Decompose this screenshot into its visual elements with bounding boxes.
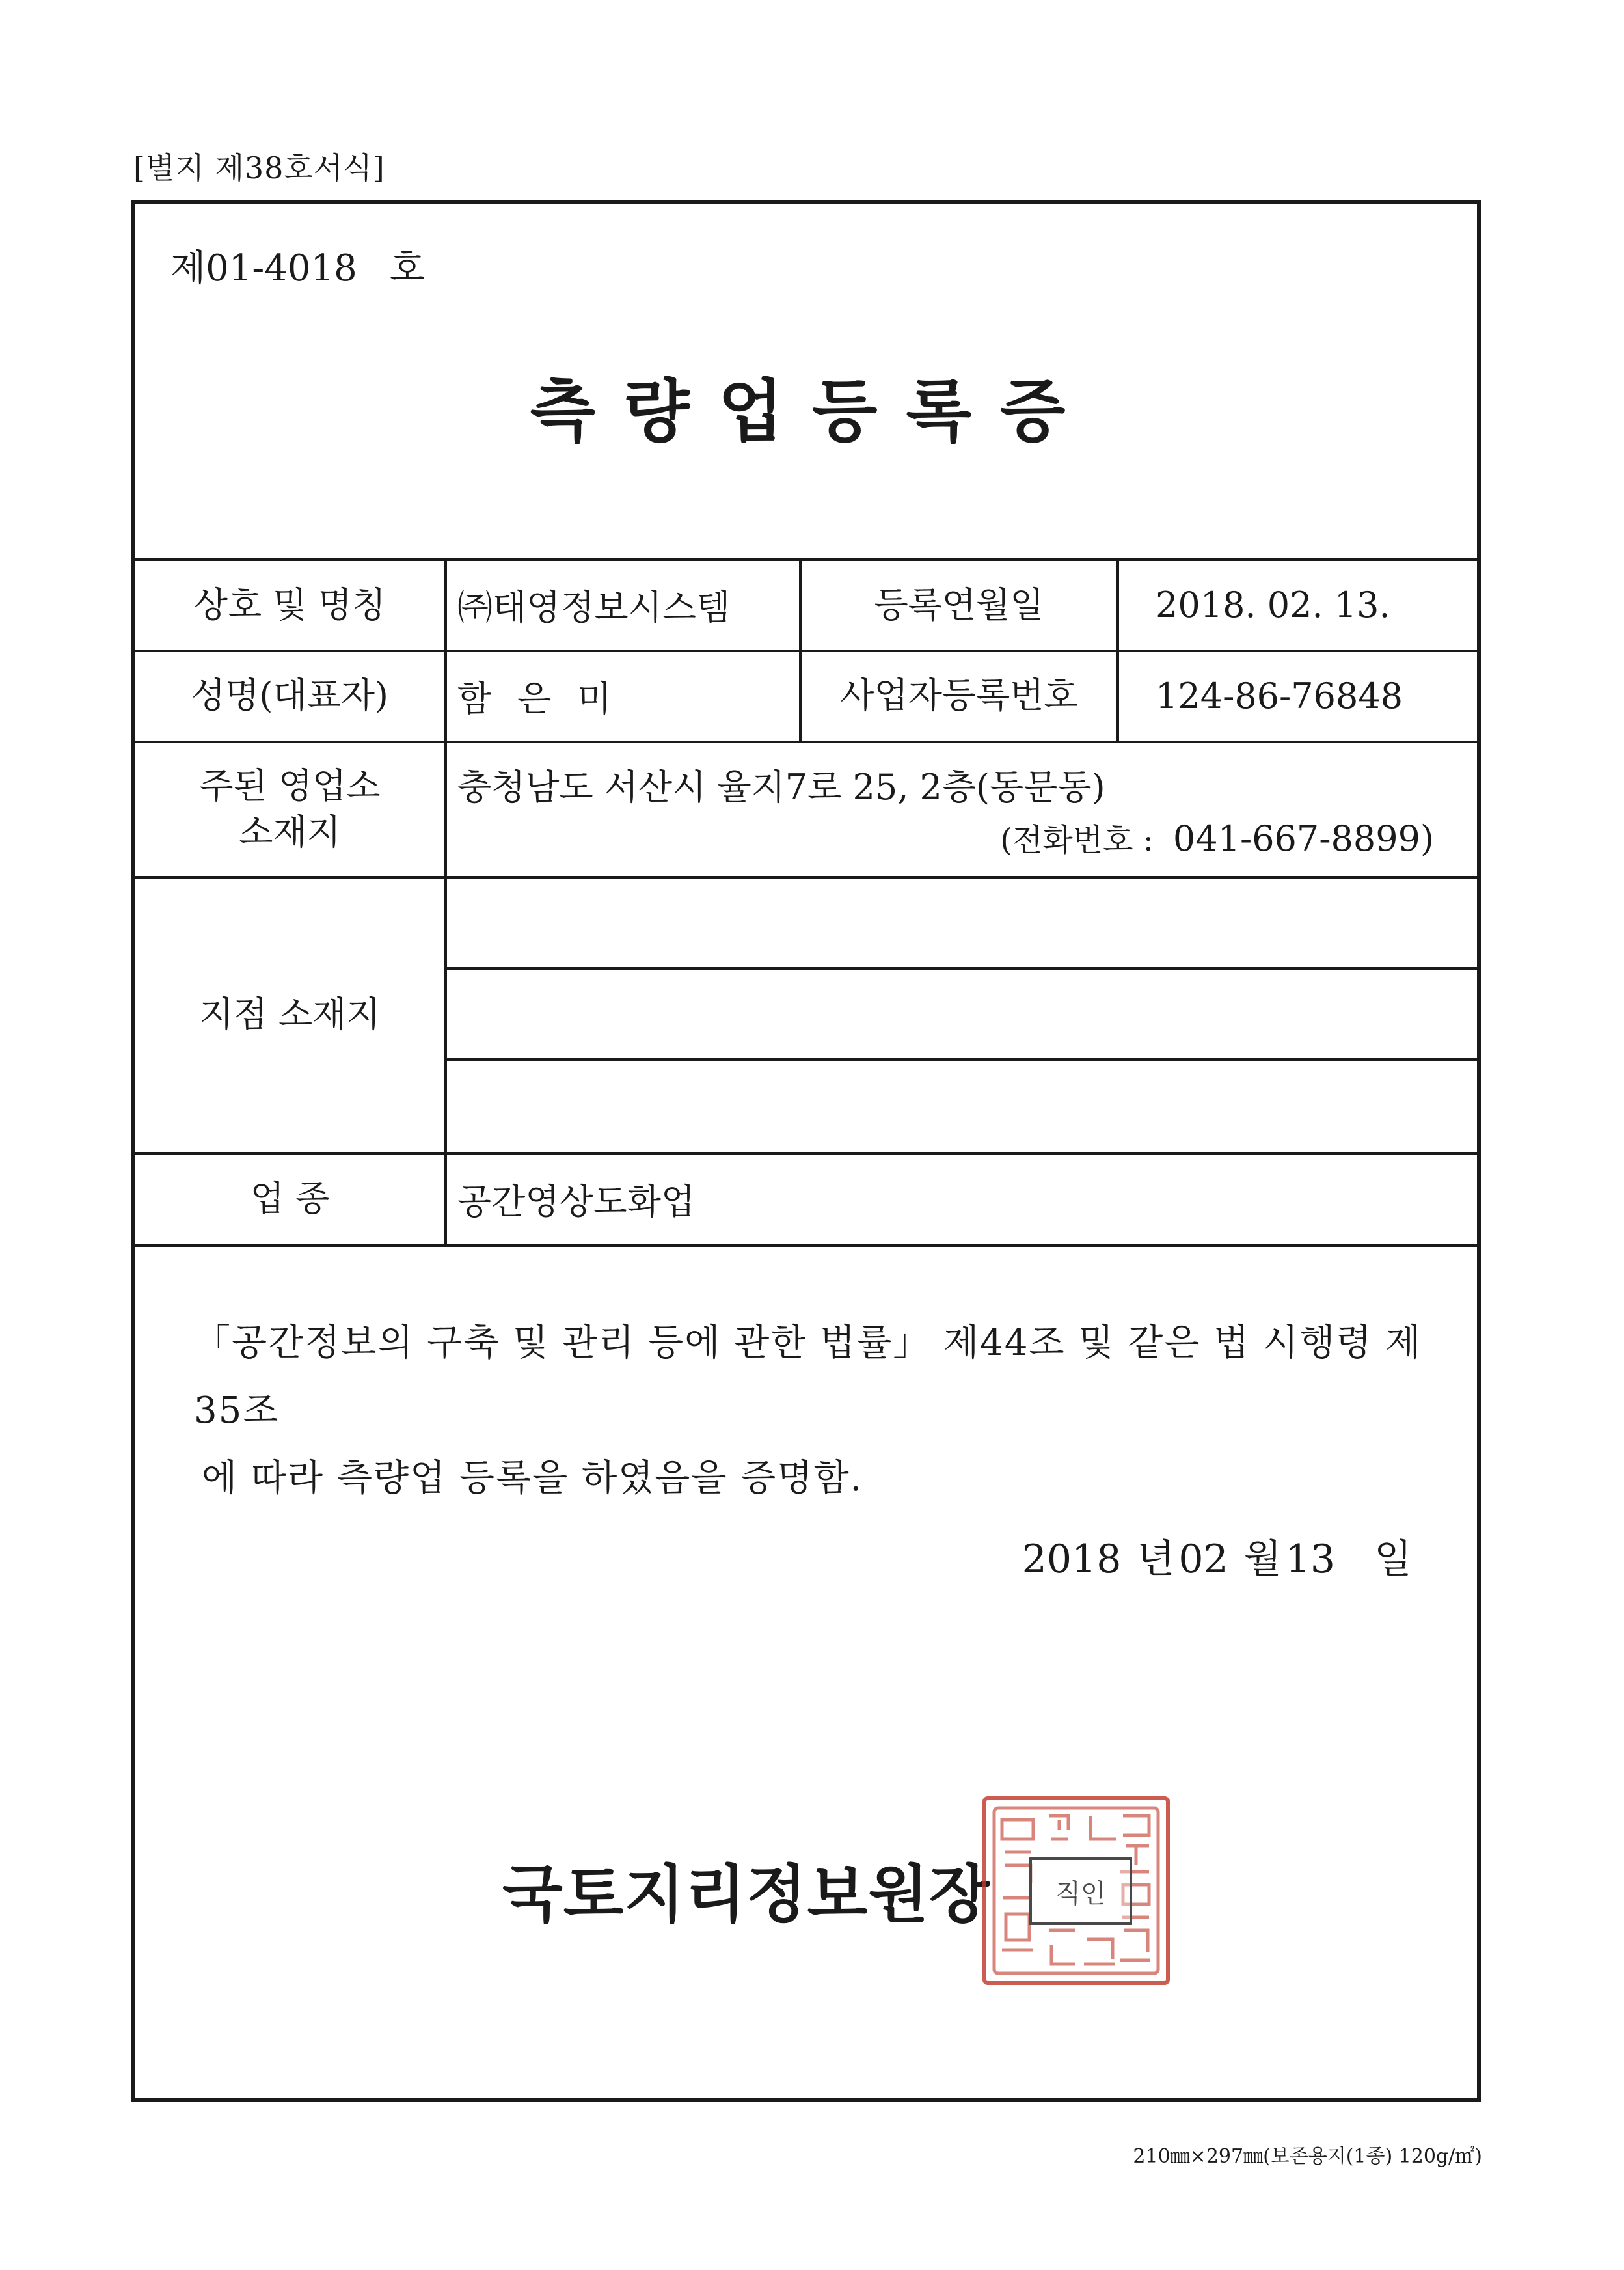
certificate-title: 측량업등록증 xyxy=(530,371,1094,451)
table-row xyxy=(135,651,1477,742)
main-office-address: 충청남도 서산시 율지7로 25, 2층(동문동) xyxy=(457,766,1105,808)
branch-line-2 xyxy=(447,970,1477,1061)
day-unit: 일 xyxy=(1374,1537,1412,1582)
branch-label: 지점 소재지 xyxy=(135,877,446,1153)
registration-number xyxy=(170,239,425,292)
statement-line-2: 에 따라 측량업 등록을 하였음을 증명함. xyxy=(202,1457,863,1499)
registration-info-table xyxy=(135,558,1477,1247)
issue-day: 13 xyxy=(1285,1537,1336,1582)
main-office-value xyxy=(446,742,1477,877)
statement-line-1: 「공간정보의 구축 및 관리 등에 관한 법률」 제44조 및 같은 법 시행령 제35조 xyxy=(194,1322,1422,1432)
registration-date-value: 2018. 02. 13. xyxy=(1118,560,1477,651)
phone-label: (전화번호 : xyxy=(1000,821,1154,858)
main-office-label-line2: 소재지 xyxy=(239,811,341,853)
month-unit: 월 xyxy=(1243,1537,1282,1582)
representative-value: 함은미 xyxy=(446,651,800,742)
certification-statement xyxy=(194,1309,1430,1512)
issuer-name: 국토지리정보원장 xyxy=(502,1858,990,1931)
business-number-value: 124-86-76848 xyxy=(1118,651,1477,742)
official-seal-icon xyxy=(982,1796,1170,1985)
business-type-value: 공간영상도화업 xyxy=(446,1153,1477,1246)
branch-line-1 xyxy=(447,879,1477,970)
branch-line-3 xyxy=(447,1061,1477,1152)
table-row xyxy=(135,877,1477,1153)
phone-number: 041-667-8899) xyxy=(1172,817,1434,859)
main-office-phone xyxy=(447,815,1477,860)
registration-number-prefix: 제 xyxy=(170,247,206,290)
table-row xyxy=(135,742,1477,877)
registration-number-value: 01-4018 xyxy=(206,247,357,290)
table-row xyxy=(135,1153,1477,1246)
branch-value xyxy=(446,877,1477,1153)
registration-number-suffix: 호 xyxy=(389,247,425,290)
table-row xyxy=(135,560,1477,651)
year-unit: 년 xyxy=(1137,1537,1175,1582)
issue-date xyxy=(1022,1528,1416,1584)
seal-inner-box: 직인 xyxy=(1029,1857,1132,1925)
issue-month: 02 xyxy=(1178,1537,1228,1582)
company-name-label: 상호 및 명칭 xyxy=(135,560,446,651)
paper-spec: 210㎜×297㎜(보존용지(1종) 120g/㎡) xyxy=(1133,2145,1482,2168)
main-office-label-line1: 주된 영업소 xyxy=(199,765,381,807)
registration-date-label: 등록연월일 xyxy=(800,560,1118,651)
company-name-value: ㈜태영정보시스템 xyxy=(446,560,800,651)
representative-label: 성명(대표자) xyxy=(135,651,446,742)
form-label: [별지 제38호서식] xyxy=(133,150,385,185)
main-office-label xyxy=(135,742,446,877)
business-type-label: 업 종 xyxy=(135,1153,446,1246)
issue-year: 2018 xyxy=(1022,1537,1122,1582)
business-number-label: 사업자등록번호 xyxy=(800,651,1118,742)
